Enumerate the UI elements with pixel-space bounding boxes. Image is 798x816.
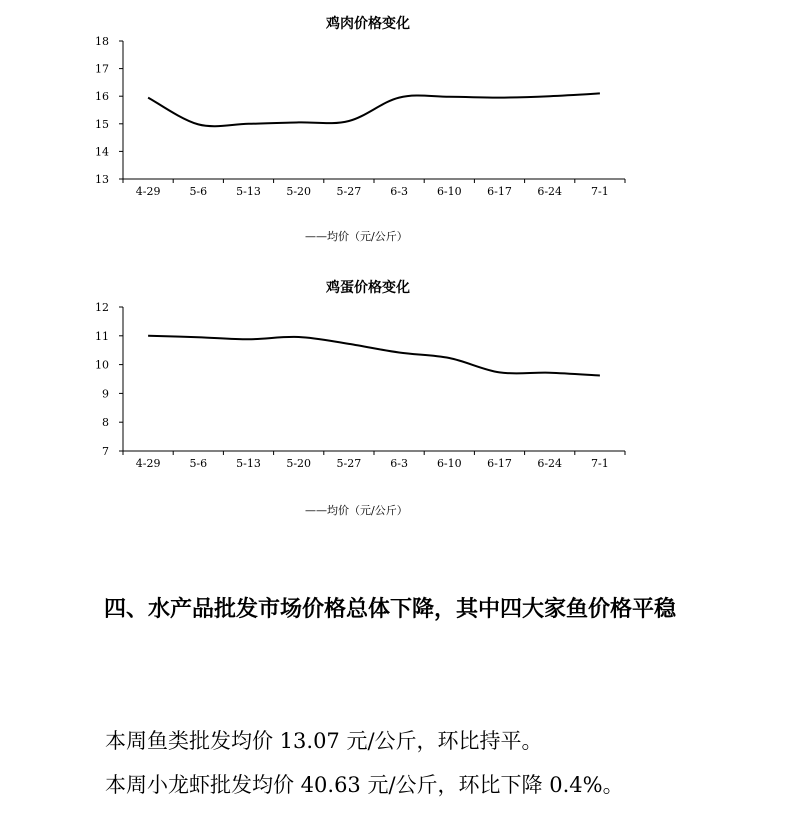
x-tick-label: 4-29 [135,185,161,198]
x-tick-label: 6-17 [487,457,512,470]
y-tick-label: 12 [95,301,109,314]
y-tick-label: 9 [102,387,109,401]
section-heading: 四、水产品批发市场价格总体下降，其中四大家鱼价格平稳 [104,597,677,622]
y-tick-label: 17 [95,62,109,76]
y-tick-label: 15 [95,117,109,131]
x-tick-label: 6-17 [487,185,512,198]
y-tick-label: 10 [95,358,109,372]
x-tick-label: 5-27 [336,457,362,470]
x-tick-label: 5-27 [336,185,362,198]
y-tick-label: 14 [95,145,109,159]
y-tick-label: 13 [95,173,109,186]
series-line [148,336,600,376]
x-tick-label: 5-13 [236,185,261,198]
x-tick-label: 6-10 [436,457,462,470]
x-tick-label: 6-24 [537,185,563,198]
egg-price-chart [0,272,798,532]
x-tick-label: 4-29 [135,457,161,470]
x-tick-label: 5-6 [189,185,208,198]
chart-title: 鸡蛋价格变化 [326,280,410,296]
y-tick-label: 18 [95,35,109,48]
x-tick-label: 7-1 [591,457,609,470]
y-tick-label: 8 [102,416,109,430]
y-tick-label: 16 [95,90,109,104]
y-tick-label: 7 [102,445,109,458]
x-tick-label: 5-20 [286,185,312,198]
chart-legend: ——均价（元/公斤） [305,504,408,517]
x-tick-label: 6-10 [436,185,462,198]
x-tick-label: 5-20 [286,457,312,470]
x-tick-label: 5-6 [189,457,208,470]
x-tick-label: 6-24 [537,457,563,470]
x-tick-label: 5-13 [236,457,261,470]
x-tick-label: 6-3 [390,457,408,470]
series-line [148,93,600,126]
crayfish-price-paragraph: 本周小龙虾批发均价 40.63 元/公斤，环比下降 0.4%。 [105,773,624,797]
fish-price-paragraph: 本周鱼类批发均价 13.07 元/公斤，环比持平。 [105,729,543,753]
x-tick-label: 6-3 [390,185,408,198]
x-tick-label: 7-1 [591,185,609,198]
chart-legend: ——均价（元/公斤） [305,230,408,243]
chart-title: 鸡肉价格变化 [326,16,410,32]
y-tick-label: 11 [95,329,109,343]
chicken-price-chart [0,0,798,265]
